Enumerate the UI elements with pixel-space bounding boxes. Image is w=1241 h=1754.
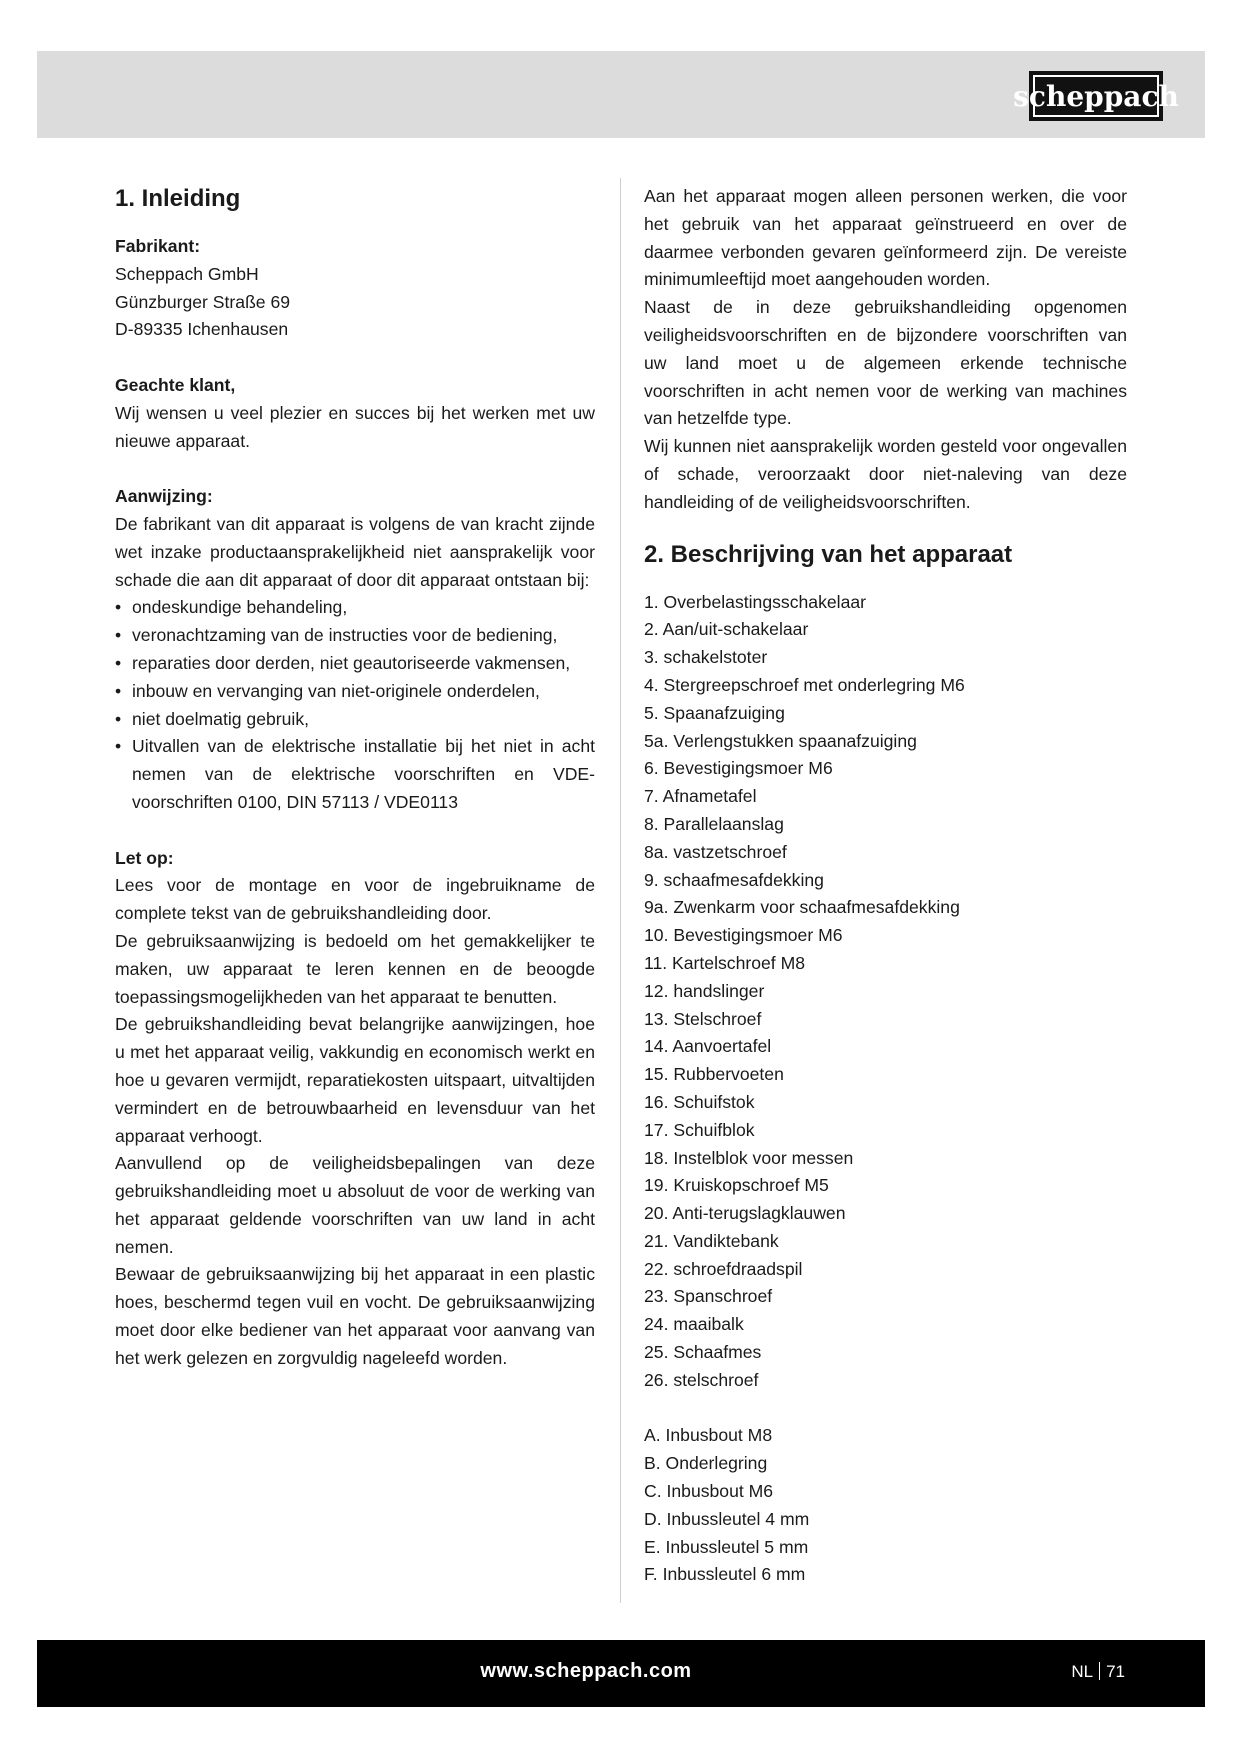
part-item: 11. Kartelschroef M8 [644, 952, 806, 973]
attention-paragraph: Bewaar de gebruiksaanwijzing bij het apparaat in een plastic hoes, beschermd tegen vuil en vocht. De gebruiksaanwijzing moet door elke bediener van het apparaat voor aanvang van het werk gelezen en zorgvuldig nageleefd worden. [115, 1264, 595, 1368]
parts-list [644, 589, 1127, 1395]
part-item: 1. Overbelastingsschakelaar [644, 591, 866, 612]
page-indicator [1071, 1662, 1125, 1682]
column-divider [620, 178, 621, 1603]
part-item: 22. schroefdraadspil [644, 1258, 803, 1279]
part-item: 21. Vandiktebank [644, 1230, 779, 1251]
accessory-item: E. Inbussleutel 5 mm [644, 1536, 809, 1557]
part-item: 8. Parallelaanslag [644, 813, 784, 834]
footer-band [37, 1640, 1205, 1707]
part-item: 16. Schuifstok [644, 1091, 755, 1112]
section-heading-description: 2. Beschrijving van het apparaat [644, 540, 1013, 568]
part-item: 24. maaibalk [644, 1314, 744, 1335]
list-item: • veronachtzaming van de instructies voor de bediening, [115, 625, 558, 646]
part-item: 15. Rubbervoeten [644, 1064, 784, 1085]
scheppach-logo: scheppach [1029, 71, 1163, 121]
address-line: D-89335 Ichenhausen [115, 319, 289, 340]
part-item: 9. schaafmesafdekking [644, 869, 824, 890]
accessory-item: F. Inbussleutel 6 mm [644, 1564, 806, 1585]
address-line: Günzburger Straße 69 [115, 291, 291, 312]
accessory-item: A. Inbusbout M8 [644, 1425, 773, 1446]
attention-paragraph: De gebruiksaanwijzing is bedoeld om het gemakkelijker te maken, uw apparaat te leren kennen en de beoogde toepassingsmogelijkheden van het apparaat te benutten. [115, 930, 595, 1007]
list-item: • reparaties door derden, niet geautoriseerde vakmensen, [115, 652, 571, 673]
page-number: 71 [1106, 1662, 1125, 1681]
accessory-item: C. Inbusbout M6 [644, 1481, 774, 1502]
header-band [37, 51, 1205, 138]
part-item: 4. Stergreepschroef met onderlegring M6 [644, 674, 965, 695]
liability-exclusion-list [115, 594, 595, 816]
list-item: • niet doelmatig gebruik, [115, 708, 310, 729]
accessory-item: B. Onderlegring [644, 1453, 768, 1474]
part-item: 12. handslinger [644, 980, 765, 1001]
attention-paragraph: Aanvullend op de veiligheidsbepalingen van deze gebruikshandleiding moet u absoluut de voor de werking van het apparaat geldende voorschriften van uw land in acht nemen. [115, 1153, 595, 1257]
language-code: NL [1071, 1662, 1094, 1681]
part-item: 25. Schaafmes [644, 1342, 762, 1363]
part-item: 5a. Verlengstukken spaanafzuiging [644, 730, 917, 751]
note-text: De fabrikant van dit apparaat is volgens de van kracht zijnde wet inzake productaansprakelijkheid niet aansprakelijk voor schade die aan dit apparaat of door dit apparaat ontstaan bij: [115, 513, 595, 590]
part-item: 3. schakelstoter [644, 647, 768, 668]
accessories-list [644, 1422, 1127, 1589]
part-item: 6. Bevestigingsmoer M6 [644, 758, 833, 779]
section-heading-introduction: 1. Inleiding [115, 185, 241, 212]
address-line: Scheppach GmbH [115, 263, 259, 284]
right-column [644, 183, 1127, 1589]
part-item: 17. Schuifblok [644, 1119, 755, 1140]
website-link[interactable]: www.scheppach.com [480, 1660, 692, 1682]
part-item: 5. Spaanafzuiging [644, 702, 785, 723]
part-item: 10. Bevestigingsmoer M6 [644, 925, 843, 946]
intro-paragraph: Aan het apparaat mogen alleen personen werken, die voor het gebruik van het apparaat geïnstrueerd en over de daarmee verbonden gevaren geïnformeerd zijn. De vereiste minimumleeftijd moet aangehouden worden. [644, 186, 1127, 290]
part-item: 14. Aanvoertafel [644, 1036, 772, 1057]
part-item: 9a. Zwenkarm voor schaafmesafdekking [644, 897, 960, 918]
manufacturer-label: Fabrikant: [115, 236, 201, 256]
left-column [115, 183, 595, 1373]
list-item: • inbouw en vervanging van niet-originele onderdelen, [115, 680, 540, 701]
part-item: 7. Afnametafel [644, 786, 757, 807]
part-item: 13. Stelschroef [644, 1008, 762, 1029]
accessory-item: D. Inbussleutel 4 mm [644, 1508, 810, 1529]
part-item: 23. Spanschroef [644, 1286, 773, 1307]
part-item: 19. Kruiskopschroef M5 [644, 1175, 829, 1196]
intro-paragraph: Naast de in deze gebruikshandleiding opgenomen veiligheidsvoorschriften en de bijzondere voorschriften van uw land moet u de algemeen erkende technische voorschriften in acht nemen voor de werking van machines van hetzelfde type. [644, 297, 1127, 429]
intro-paragraph: Wij kunnen niet aansprakelijk worden gesteld voor ongevallen of schade, veroorzaakt door niet-naleving van deze handleiding of de veiligheidsvoorschriften. [644, 436, 1127, 512]
part-item: 26. stelschroef [644, 1369, 759, 1390]
greeting-text: Wij wensen u veel plezier en succes bij het werken met uw nieuwe apparaat. [115, 402, 595, 451]
attention-paragraph: De gebruikshandleiding bevat belangrijke aanwijzingen, hoe u met het apparaat veilig, vakkundig en economisch werkt en hoe u gevaren vermijdt, reparatiekosten uitspaart, uitvaltijden vermindert en de betrouwbaarheid en levensduur van het apparaat verhoogt. [115, 1014, 595, 1146]
attention-paragraph: Lees voor de montage en voor de ingebruikname de complete tekst van de gebruikshandleiding door. [115, 875, 595, 924]
part-item: 2. Aan/uit-schakelaar [644, 619, 809, 640]
part-item: 20. Anti-terugslagklauwen [644, 1203, 846, 1224]
attention-label: Let op: [115, 847, 174, 868]
part-item: 18. Instelblok voor messen [644, 1147, 854, 1168]
part-item: 8a. vastzetschroef [644, 841, 787, 862]
list-item: • Uitvallen van de elektrische installatie bij het niet in acht nemen van de elektrische voorschriften en VDE-voorschriften 0100, DIN 57113 / VDE0113 [115, 736, 595, 812]
greeting-label: Geachte klant, [115, 374, 236, 395]
list-item: • ondeskundige behandeling, [115, 597, 348, 618]
note-label: Aanwijzing: [115, 486, 213, 507]
